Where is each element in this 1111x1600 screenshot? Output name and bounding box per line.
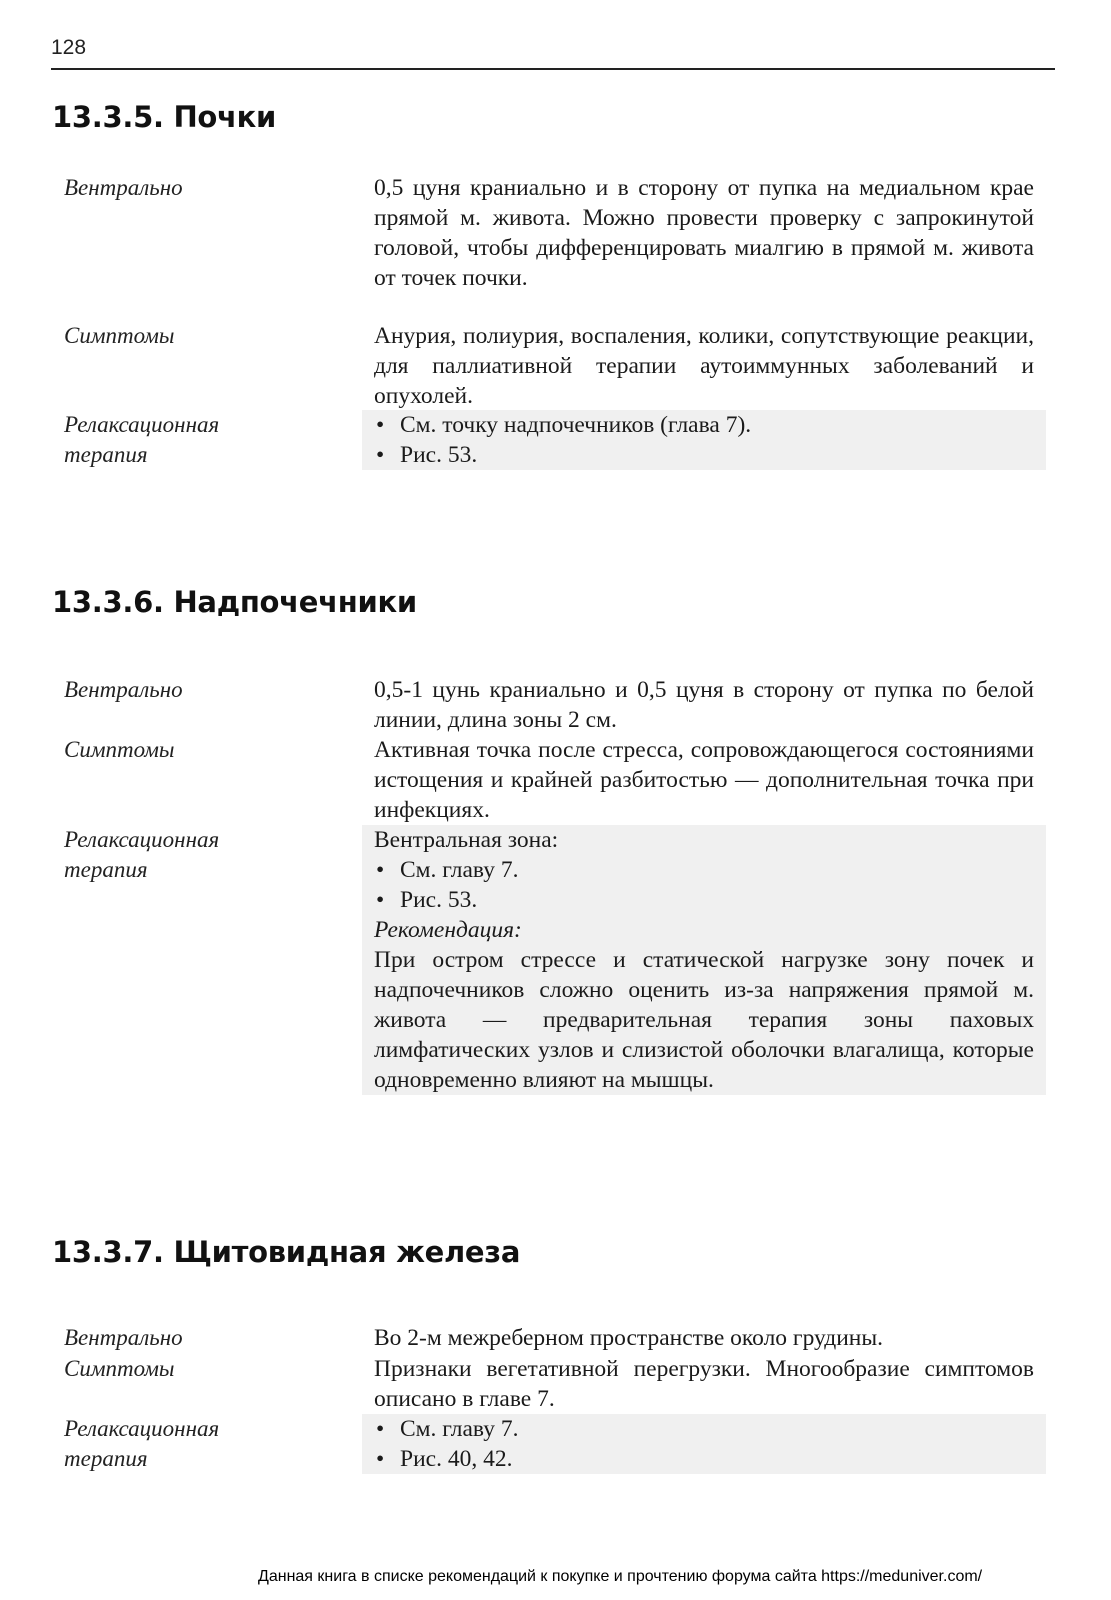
therapy-label (64, 1414, 324, 1473)
recommendation-label: Рекомендация: (374, 917, 522, 943)
symptoms-text: Активная точка после стресса, сопровождающегося состояниями истощения и крайней разбитостью — дополнительная точка при инфекциях. (374, 737, 1034, 823)
therapy-label-line2: терапия (64, 856, 148, 882)
therapy-list (374, 1414, 1034, 1474)
ventral-text: Во 2-м межреберном пространстве около грудины. (374, 1325, 884, 1351)
therapy-label (64, 825, 324, 884)
therapy-label-line1: Релаксационная (64, 827, 220, 852)
section-title: 13.3.5. Почки (52, 100, 277, 134)
therapy-label-line2: терапия (64, 1445, 148, 1471)
therapy-box (362, 825, 1046, 1095)
therapy-list (374, 410, 1034, 470)
symptoms-label: Симптомы (64, 737, 175, 762)
header-rule (51, 68, 1055, 70)
list-item: • Рис. 40, 42. (374, 1444, 1034, 1474)
footer-notice: Данная книга в списке рекомендаций к покупке и прочтению форума сайта https://meduniver.com/ (258, 1568, 983, 1585)
recommendation-text: При остром стрессе и статической нагрузке зону почек и надпочечников сложно оценить из-за напряжения прямой м. живота — предварительная терапия зоны паховых лимфатических узлов и слизистой оболочки влагалища, которые одновременно влияют на мышцы. (374, 947, 1034, 1093)
ventral-label: Вентрально (64, 1325, 183, 1350)
section-title: 13.3.6. Надпочечники (52, 585, 417, 619)
symptoms-label: Симптомы (64, 1356, 175, 1381)
symptoms-text: Анурия, полиурия, воспаления, колики, сопутствующие реакции, для паллиативной терапии аутоиммунных заболеваний и опухолей. (374, 323, 1034, 409)
ventral-label: Вентрально (64, 677, 183, 702)
therapy-intro: Вентральная зона: (374, 827, 559, 853)
symptoms-text: Признаки вегетативной перегрузки. Многообразие симптомов описано в главе 7. (374, 1356, 1034, 1412)
list-item: • Рис. 53. (374, 885, 1034, 915)
list-item: • См. главу 7. (374, 855, 1034, 885)
ventral-label: Вентрально (64, 175, 183, 200)
therapy-box (362, 410, 1046, 470)
therapy-label-line1: Релаксационная (64, 1416, 220, 1441)
ventral-text: 0,5-1 цунь краниально и 0,5 цуня в сторону от пупка по белой линии, длина зоны 2 см. (374, 677, 1034, 733)
ventral-text: 0,5 цуня краниально и в сторону от пупка на медиальном крае прямой м. живота. Можно провести проверку с запрокинутой головой, чтобы дифференцировать миалгию в прямой м. живота от точек почки. (374, 175, 1034, 291)
list-item: • См. точку надпочечников (глава 7). (374, 410, 1034, 440)
therapy-label-line1: Релаксационная (64, 412, 220, 437)
list-item: • Рис. 53. (374, 440, 1034, 470)
list-item: • См. главу 7. (374, 1414, 1034, 1444)
therapy-box (362, 1414, 1046, 1474)
therapy-label (64, 410, 324, 469)
symptoms-label: Симптомы (64, 323, 175, 348)
therapy-list (374, 855, 1034, 915)
section-title: 13.3.7. Щитовидная железа (52, 1235, 521, 1269)
page-number: 128 (51, 36, 87, 59)
therapy-label-line2: терапия (64, 441, 148, 467)
